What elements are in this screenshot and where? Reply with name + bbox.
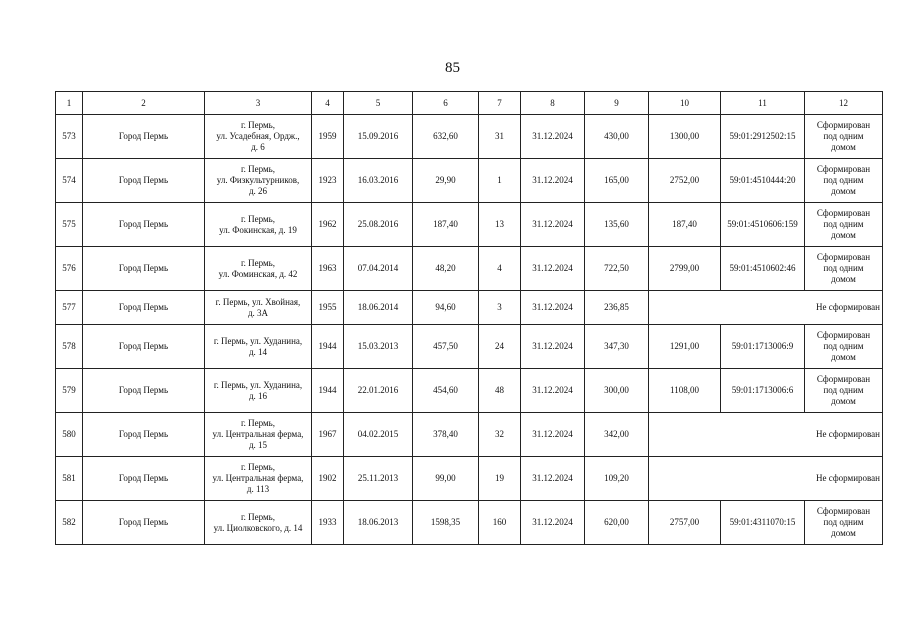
value-col9-cell: 236,85: [585, 291, 649, 325]
date-cell: 18.06.2013: [344, 501, 413, 545]
year-built-cell: 1923: [312, 159, 344, 203]
address-cell-line: ул. Физкультурников,: [216, 175, 300, 185]
deadline-cell: 31.12.2024: [521, 291, 585, 325]
residents-cell: 32: [479, 413, 521, 457]
address-cell-line: д. 6: [251, 142, 265, 152]
area-cell: 457,50: [413, 325, 479, 369]
column-header-10: 10: [649, 92, 721, 115]
land-status-cell-line: домом: [831, 528, 856, 538]
address-cell: [205, 413, 312, 457]
deadline-cell: 31.12.2024: [521, 369, 585, 413]
deadline-cell: 31.12.2024: [521, 501, 585, 545]
land-status-cell-line: Сформирован: [816, 506, 871, 516]
residents-cell: 19: [479, 457, 521, 501]
address-cell: [205, 115, 312, 159]
row-number: 576: [56, 247, 83, 291]
land-status-cell: [805, 369, 883, 413]
year-built-cell: 1963: [312, 247, 344, 291]
land-status-cell: Не сформирован: [649, 291, 883, 325]
municipality-cell: Город Пермь: [83, 457, 205, 501]
address-cell-line: г. Пермь,: [240, 120, 276, 130]
residents-cell: 48: [479, 369, 521, 413]
area-cell: 454,60: [413, 369, 479, 413]
table-row: [56, 325, 883, 369]
column-header-3: 3: [205, 92, 312, 115]
deadline-cell: 31.12.2024: [521, 457, 585, 501]
area-cell: 378,40: [413, 413, 479, 457]
municipality-cell: Город Пермь: [83, 291, 205, 325]
year-built-cell: 1967: [312, 413, 344, 457]
row-number: 573: [56, 115, 83, 159]
deadline-cell: 31.12.2024: [521, 325, 585, 369]
table-row: [56, 457, 883, 501]
table-row: [56, 413, 883, 457]
land-status-cell-line: Сформирован: [816, 330, 871, 340]
date-cell: 15.03.2013: [344, 325, 413, 369]
land-status-cell-line: под одним: [823, 175, 864, 185]
deadline-cell: 31.12.2024: [521, 413, 585, 457]
cadastral-number-cell: 59:01:4510606:159: [721, 203, 805, 247]
address-cell: [205, 291, 312, 325]
land-status-cell: Не сформирован: [649, 457, 883, 501]
municipality-cell: Город Пермь: [83, 247, 205, 291]
row-number: 581: [56, 457, 83, 501]
land-status-cell-line: под одним: [823, 263, 864, 273]
area-cell: 632,60: [413, 115, 479, 159]
land-status-cell-line: под одним: [823, 385, 864, 395]
value-col9-cell: 165,00: [585, 159, 649, 203]
value-col10-cell: 1108,00: [649, 369, 721, 413]
address-cell-line: ул. Циолковского, д. 14: [213, 522, 303, 533]
land-status-cell: [805, 325, 883, 369]
cadastral-number-cell: 59:01:4510602:46: [721, 247, 805, 291]
column-header-7: 7: [479, 92, 521, 115]
address-cell-line: ул. Фоминская, д. 42: [218, 268, 298, 279]
table-row: [56, 159, 883, 203]
value-col9-cell: 347,30: [585, 325, 649, 369]
column-header-2: 2: [83, 92, 205, 115]
residents-cell: 1: [479, 159, 521, 203]
value-col10-cell: 2757,00: [649, 501, 721, 545]
address-cell-line: д. 113: [246, 484, 270, 494]
value-col9-cell: 109,20: [585, 457, 649, 501]
column-header-9: 9: [585, 92, 649, 115]
date-cell: 22.01.2016: [344, 369, 413, 413]
land-status-cell-line: Сформирован: [816, 208, 871, 218]
row-number: 579: [56, 369, 83, 413]
municipality-cell: Город Пермь: [83, 369, 205, 413]
address-cell-line: д. 3А: [247, 307, 269, 318]
value-col9-cell: 430,00: [585, 115, 649, 159]
table-row: [56, 291, 883, 325]
land-status-cell: [805, 159, 883, 203]
address-cell-line: г. Пермь,: [240, 511, 276, 522]
deadline-cell: 31.12.2024: [521, 115, 585, 159]
municipality-cell: Город Пермь: [83, 159, 205, 203]
header-row: [56, 92, 883, 115]
address-cell-line: г. Пермь, ул. Худанина,: [213, 379, 303, 390]
value-col10-cell: 2799,00: [649, 247, 721, 291]
municipality-cell: Город Пермь: [83, 115, 205, 159]
address-cell: [205, 325, 312, 369]
cadastral-number-cell: 59:01:1713006:6: [721, 369, 805, 413]
address-cell: [205, 203, 312, 247]
municipality-cell: Город Пермь: [83, 325, 205, 369]
address-cell-line: г. Пермь, ул. Хвойная,: [215, 296, 301, 307]
address-cell-line: ул. Центральная ферма,: [212, 429, 304, 439]
column-header-6: 6: [413, 92, 479, 115]
area-cell: 94,60: [413, 291, 479, 325]
date-cell: 16.03.2016: [344, 159, 413, 203]
table-row: [56, 247, 883, 291]
value-col10-cell: 187,40: [649, 203, 721, 247]
land-status-cell-line: домом: [831, 230, 856, 240]
area-cell: 99,00: [413, 457, 479, 501]
land-status-cell: [805, 115, 883, 159]
address-cell-line: ул. Центральная ферма,: [212, 473, 304, 483]
row-number: 575: [56, 203, 83, 247]
municipality-cell: Город Пермь: [83, 203, 205, 247]
value-col9-cell: 300,00: [585, 369, 649, 413]
address-cell-line: г. Пермь,: [240, 418, 276, 428]
row-number: 580: [56, 413, 83, 457]
deadline-cell: 31.12.2024: [521, 247, 585, 291]
table-row: [56, 501, 883, 545]
address-cell-line: г. Пермь,: [240, 213, 276, 224]
cadastral-number-cell: 59:01:1713006:9: [721, 325, 805, 369]
date-cell: 04.02.2015: [344, 413, 413, 457]
year-built-cell: 1962: [312, 203, 344, 247]
residents-cell: 31: [479, 115, 521, 159]
address-cell: [205, 369, 312, 413]
address-cell-line: г. Пермь,: [240, 257, 276, 268]
land-status-cell-line: Сформирован: [816, 164, 871, 174]
land-status-cell-line: Сформирован: [816, 374, 871, 384]
date-cell: 18.06.2014: [344, 291, 413, 325]
address-cell-line: ул. Фокинская, д. 19: [219, 224, 297, 235]
land-status-cell-line: домом: [831, 142, 856, 152]
address-cell: [205, 457, 312, 501]
cadastral-number-cell: 59:01:4510444:20: [721, 159, 805, 203]
date-cell: 15.09.2016: [344, 115, 413, 159]
deadline-cell: 31.12.2024: [521, 159, 585, 203]
year-built-cell: 1944: [312, 325, 344, 369]
address-cell-line: г. Пермь,: [240, 462, 276, 472]
column-header-8: 8: [521, 92, 585, 115]
date-cell: 07.04.2014: [344, 247, 413, 291]
address-cell-line: ул. Усадебная, Ордж.,: [216, 131, 300, 141]
address-cell-line: д. 26: [248, 186, 268, 196]
deadline-cell: 31.12.2024: [521, 203, 585, 247]
land-status-cell: [805, 501, 883, 545]
table-row: [56, 203, 883, 247]
address-cell: [205, 501, 312, 545]
land-status-cell-line: под одним: [823, 131, 864, 141]
residents-cell: 24: [479, 325, 521, 369]
address-cell-line: д. 14: [248, 346, 268, 357]
area-cell: 29,90: [413, 159, 479, 203]
row-number: 577: [56, 291, 83, 325]
cadastral-number-cell: 59:01:4311070:15: [721, 501, 805, 545]
value-col9-cell: 342,00: [585, 413, 649, 457]
date-cell: 25.08.2016: [344, 203, 413, 247]
land-status-cell: [805, 203, 883, 247]
year-built-cell: 1959: [312, 115, 344, 159]
value-col9-cell: 620,00: [585, 501, 649, 545]
land-status-cell-line: под одним: [823, 341, 864, 351]
land-status-cell-line: Сформирован: [816, 120, 871, 130]
municipality-cell: Город Пермь: [83, 501, 205, 545]
column-header-11: 11: [721, 92, 805, 115]
cadastral-number-cell: 59:01:2912502:15: [721, 115, 805, 159]
value-col9-cell: 135,60: [585, 203, 649, 247]
address-cell-line: г. Пермь, ул. Худанина,: [213, 335, 303, 346]
column-header-12: 12: [805, 92, 883, 115]
land-status-cell-line: домом: [831, 352, 856, 362]
table-row: [56, 369, 883, 413]
land-status-cell: Не сформирован: [649, 413, 883, 457]
value-col10-cell: 2752,00: [649, 159, 721, 203]
row-number: 574: [56, 159, 83, 203]
address-cell: [205, 159, 312, 203]
municipality-cell: Город Пермь: [83, 413, 205, 457]
residents-cell: 13: [479, 203, 521, 247]
year-built-cell: 1902: [312, 457, 344, 501]
land-status-cell: [805, 247, 883, 291]
area-cell: 1598,35: [413, 501, 479, 545]
address-cell-line: д. 16: [248, 390, 268, 401]
value-col10-cell: 1300,00: [649, 115, 721, 159]
land-status-cell-line: домом: [831, 274, 856, 284]
table-row: [56, 115, 883, 159]
land-status-cell-line: домом: [831, 396, 856, 406]
residents-cell: 4: [479, 247, 521, 291]
area-cell: 48,20: [413, 247, 479, 291]
year-built-cell: 1933: [312, 501, 344, 545]
value-col9-cell: 722,50: [585, 247, 649, 291]
column-header-5: 5: [344, 92, 413, 115]
date-cell: 25.11.2013: [344, 457, 413, 501]
residents-cell: 3: [479, 291, 521, 325]
page-number: 85: [445, 60, 460, 76]
address-cell-line: д. 15: [248, 440, 268, 450]
value-col10-cell: 1291,00: [649, 325, 721, 369]
land-status-cell-line: домом: [831, 186, 856, 196]
land-status-cell-line: под одним: [823, 517, 864, 527]
land-status-cell-line: Сформирован: [816, 252, 871, 262]
column-header-1: 1: [56, 92, 83, 115]
year-built-cell: 1955: [312, 291, 344, 325]
housing-registry-table: [55, 91, 883, 545]
row-number: 582: [56, 501, 83, 545]
land-status-cell-line: под одним: [823, 219, 864, 229]
year-built-cell: 1944: [312, 369, 344, 413]
table-body: [56, 115, 883, 545]
area-cell: 187,40: [413, 203, 479, 247]
column-header-4: 4: [312, 92, 344, 115]
address-cell-line: г. Пермь,: [240, 164, 276, 174]
address-cell: [205, 247, 312, 291]
residents-cell: 160: [479, 501, 521, 545]
row-number: 578: [56, 325, 83, 369]
